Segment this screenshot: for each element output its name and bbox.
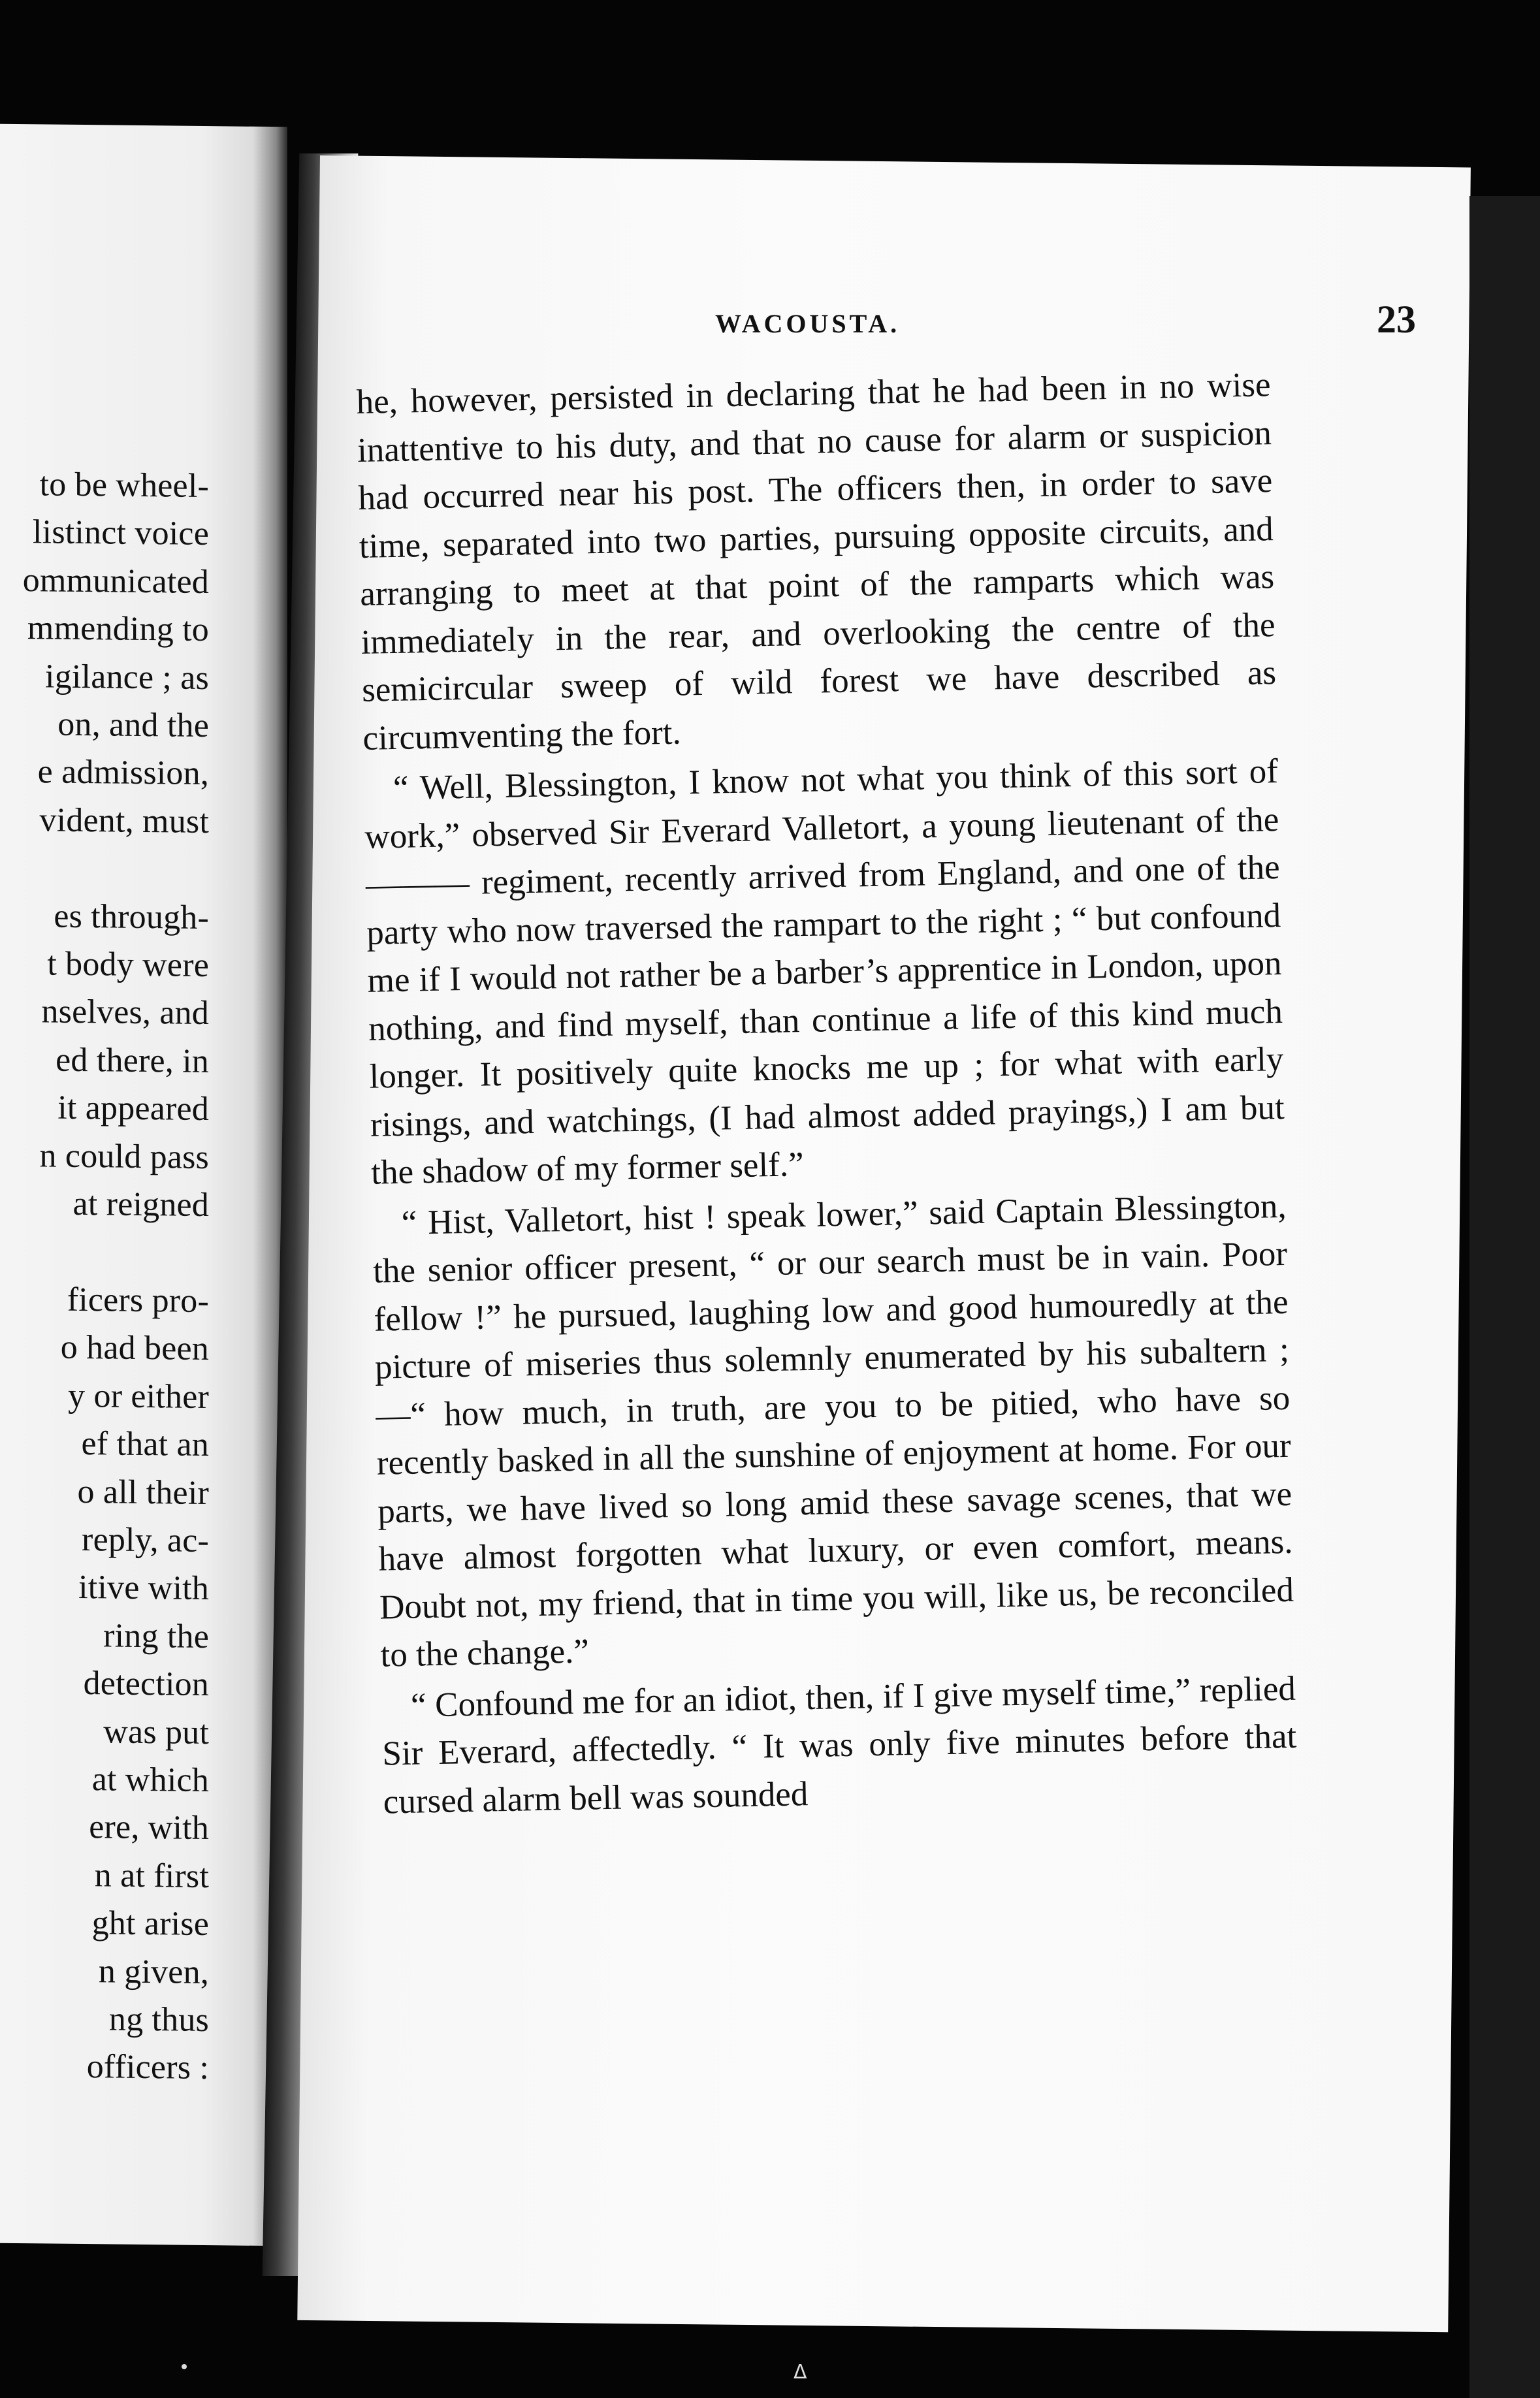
left-page-line: ommunicated [22,561,209,601]
left-page-line: ed there, in [56,1041,209,1080]
left-page-text [0,460,209,2092]
left-page-line: ficers pro- [67,1281,209,1320]
left-page-line: officers : [86,2048,209,2087]
paragraph: he, however, persisted in declaring that he had been in no wise inattentive to his duty, and that no cause for alarm or suspicion had occurred near his post. The officers then, in order to save time, separated into two parties, pursuing opposite circuits, and arranging to meet at that point of the ramparts which was immediately in the rear, and overlooking the centre of the semicircular sweep of wild forest we have described as circumventing the fort. [356,366,1277,758]
left-page-line: ng thus [108,2000,209,2039]
left-page-line: n could pass [39,1137,209,1176]
page-number: 23 [1377,298,1416,341]
left-page-line: vident, must [39,801,209,840]
left-page-line: it appeared [57,1089,209,1128]
left-page-gap [0,844,209,894]
left-page-line: at which [91,1761,209,1799]
body-text [356,361,1298,1829]
left-page-line: ef that an [81,1425,209,1464]
running-title: WACOUSTA. [715,309,901,338]
left-page-line: ght arise [91,1904,209,1943]
left-page-line: to be wheel- [39,466,209,505]
page-edge-shadow [1469,196,1540,2398]
paragraph: “ Hist, Valletort, hist ! speak lower,” said Captain Blessington, the senior officer present, “ or our search must be in vain. Poor fellow !” he pursued, laughing low and good humouredly at the picture of miseries thus solemnly enumerated by his subaltern ;—“ how much, in truth, are you to be pitied, who have so recently basked in all the sunshine of enjoyment at home. For our parts, we have lived so long amid these savage scenes, that we have almost forgotten what luxury, or even comfort, means. Doubt not, my friend, that in time you will, like us, be reconciled to the change.” [372,1187,1294,1674]
page-header [715,297,1416,342]
left-page-line: ere, with [89,1808,209,1847]
left-page-line: reply, ac- [82,1520,209,1559]
left-page-line: ring the [103,1617,209,1655]
left-page-line: o all their [77,1473,209,1512]
paragraph: “ Confound me for an idiot, then, if I give myself time,” replied Sir Everard, affectedly. “ It was only five minutes before that cursed alarm bell was sounded [381,1669,1297,1821]
left-page-line: n at first [94,1856,209,1895]
left-page-gap [0,1227,209,1277]
left-page-line: y or either [68,1377,209,1416]
left-page-line: igilance ; as [45,658,209,697]
left-page-line: itive with [78,1569,209,1608]
scan-edge-mark [95,7,101,78]
left-page-line: detection [83,1665,209,1704]
left-page-line: o had been [60,1328,209,1368]
left-page-line: mmending to [27,609,209,649]
left-page [0,124,287,2246]
left-page-line: was put [103,1712,209,1751]
left-page-line: on, and the [57,705,209,745]
left-page-line: at reigned [72,1185,209,1224]
scan-artifact: ᐃ [794,2361,807,2383]
left-page-line: listinct voice [33,513,209,553]
left-page-line: t body were [47,945,209,985]
scan-speck [182,2364,187,2369]
left-page-line: nselves, and [41,993,209,1032]
left-page-line: n given, [98,1952,209,1991]
left-page-line: e admission, [37,753,209,793]
left-page-line: es through- [54,897,209,936]
paragraph: “ Well, Blessington, I know not what you think of this sort of work,” observed Sir Everard Valletort, a young lieutenant of the ——— regiment, recently arrived from England, and one of the party who now traversed the rampart to the right ; “ but confound me if I would not rather be a barber’s apprentice in London, upon nothing, and find myself, than continue a life of this kind much longer. It positively quite knocks me up ; for what with early risings, and watchings, (I had almost added prayings,) I am but the shadow of my former self.” [364,752,1285,1192]
